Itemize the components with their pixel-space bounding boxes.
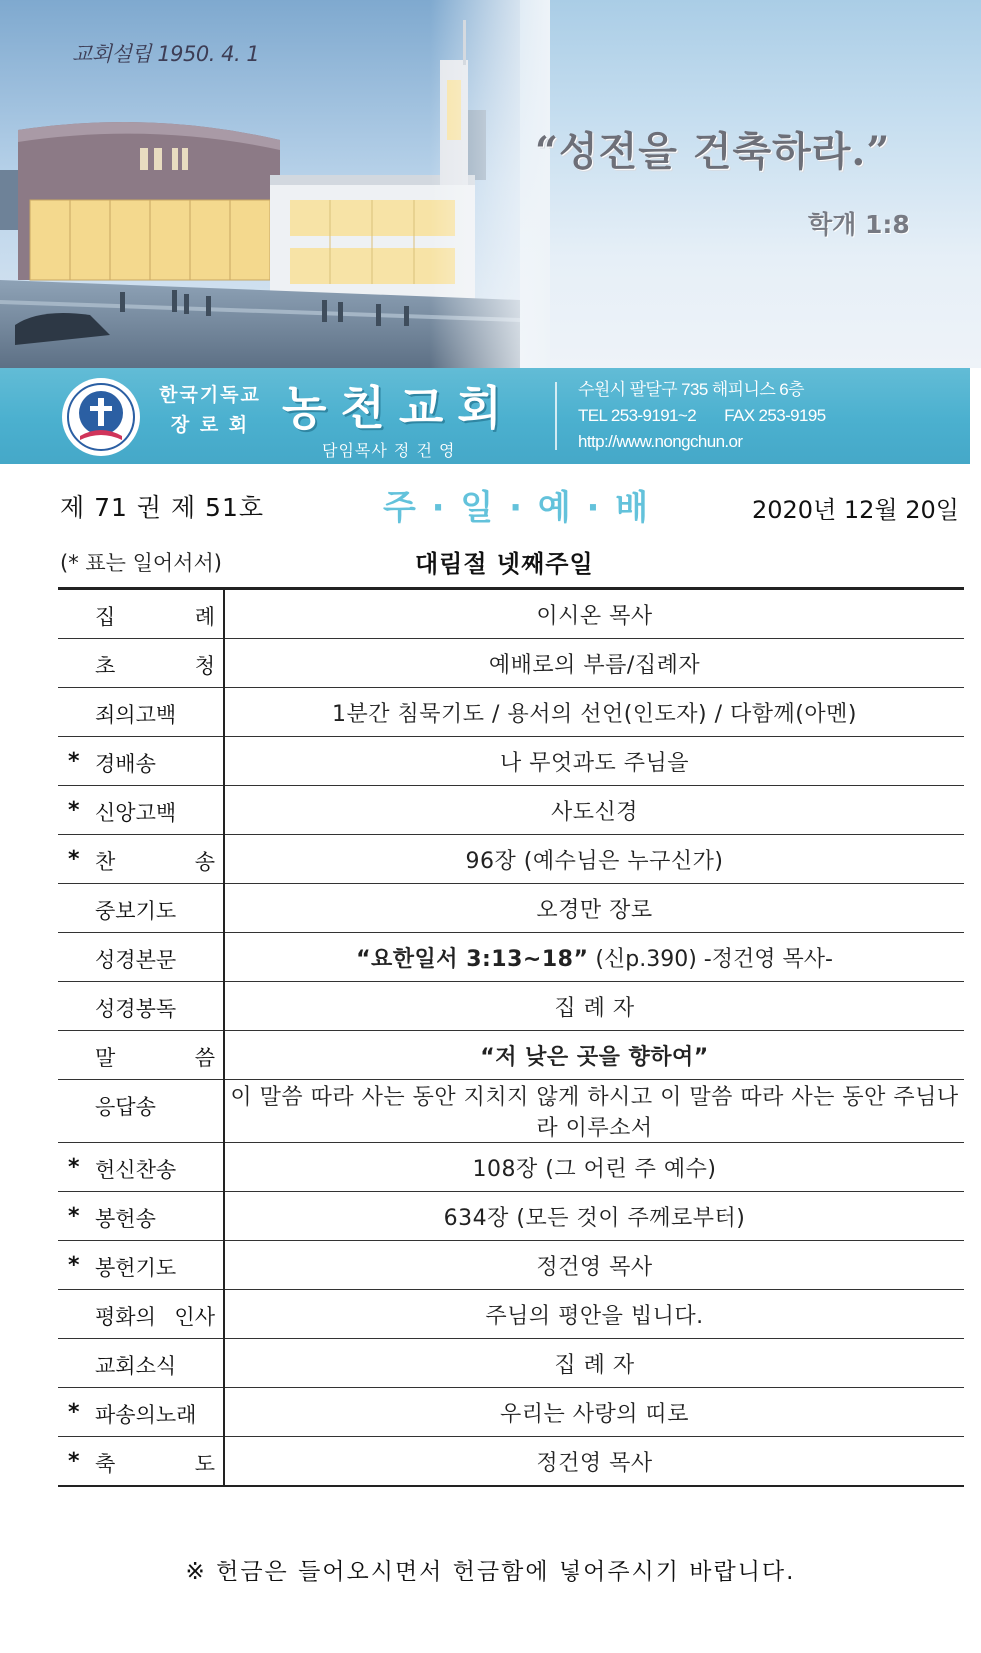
address: 수원시 팔달구 735 해피니스 6층 xyxy=(578,380,804,399)
order-item-label: 봉헌송 xyxy=(95,1207,156,1231)
order-item-value: 이시온 목사 xyxy=(536,603,653,629)
order-item-label: 파송의노래 xyxy=(95,1403,197,1427)
order-item-value: 집 례 자 xyxy=(554,995,635,1021)
table-row xyxy=(58,982,964,1031)
order-value-cell xyxy=(224,639,964,688)
order-item-value: 정건영 목사 xyxy=(536,1450,653,1476)
church-seal-icon xyxy=(60,376,142,458)
order-label-cell xyxy=(58,786,224,835)
order-value-cell xyxy=(224,1437,964,1487)
standing-marker: * xyxy=(68,1155,80,1180)
order-item-label: 평화의 인사 xyxy=(95,1305,215,1329)
offering-notice: ※ 헌금은 들어오시면서 헌금함에 넣어주시기 바랍니다. xyxy=(185,1559,796,1585)
order-value-cell xyxy=(224,1080,964,1143)
scripture-reference: 학개 1:8 xyxy=(808,210,910,239)
order-item-value: 예배로의 부름/집례자 xyxy=(488,652,701,678)
order-item-label: 신앙고백 xyxy=(95,801,177,825)
table-row xyxy=(58,1339,964,1388)
church-name: 농천교회 xyxy=(282,381,516,435)
order-value-cell xyxy=(224,1143,964,1192)
order-item-label: 말 씀 xyxy=(95,1046,215,1070)
order-value-cell xyxy=(224,589,964,639)
standing-note: (* 표는 일어서서) xyxy=(60,551,222,575)
order-value-cell xyxy=(224,1192,964,1241)
order-item-value: 96장 (예수님은 누구신가) xyxy=(465,848,724,874)
order-item-value: 이 말씀 따라 사는 동안 지치지 않게 하시고 이 말씀 따라 사는 동안 주님나라 이루소서 xyxy=(230,1085,959,1141)
order-label-cell xyxy=(58,1031,224,1080)
order-label-cell xyxy=(58,1241,224,1290)
order-item-label: 초 청 xyxy=(95,654,215,678)
table-row xyxy=(58,639,964,688)
order-label-cell xyxy=(58,688,224,737)
order-item-value: “요한일서 3:13~18” xyxy=(356,946,589,972)
order-item-label: 죄의고백 xyxy=(95,703,177,727)
service-title: 주 · 일 · 예 · 배 xyxy=(383,488,651,528)
table-row xyxy=(58,1031,964,1080)
order-label-cell xyxy=(58,1388,224,1437)
order-label-cell xyxy=(58,1290,224,1339)
senior-pastor: 담임목사 정 건 영 xyxy=(322,441,456,460)
table-row xyxy=(58,1437,964,1487)
standing-marker: * xyxy=(68,847,80,872)
standing-marker: * xyxy=(68,1400,80,1425)
order-item-label: 경배송 xyxy=(95,752,156,776)
order-label-cell xyxy=(58,1080,224,1143)
denomination-line-2: 장 로 회 xyxy=(170,414,250,436)
order-value-cell xyxy=(224,1031,964,1080)
order-value-cell xyxy=(224,1339,964,1388)
table-row xyxy=(58,884,964,933)
order-item-label: 성경본문 xyxy=(95,948,177,972)
order-value-cell xyxy=(224,884,964,933)
order-value-cell xyxy=(224,982,964,1031)
table-row xyxy=(58,1143,964,1192)
table-row xyxy=(58,1192,964,1241)
order-label-cell xyxy=(58,589,224,639)
table-row xyxy=(58,835,964,884)
order-item-value: 집 례 자 xyxy=(554,1352,635,1378)
denomination xyxy=(155,380,265,440)
order-item-value: 108장 (그 어린 주 예수) xyxy=(472,1156,717,1182)
order-label-cell xyxy=(58,1339,224,1388)
order-item-value: 나 무엇과도 주님을 xyxy=(499,750,689,776)
order-item-label: 집 례 xyxy=(95,605,215,629)
order-label-cell xyxy=(58,933,224,982)
table-row xyxy=(58,933,964,982)
standing-marker: * xyxy=(68,1204,80,1229)
order-value-cell xyxy=(224,835,964,884)
order-label-cell xyxy=(58,639,224,688)
header-hero xyxy=(0,0,981,368)
table-row xyxy=(58,786,964,835)
contact-info xyxy=(578,377,826,455)
order-item-label: 교회소식 xyxy=(95,1354,177,1378)
order-value-cell xyxy=(224,1388,964,1437)
order-value-cell xyxy=(224,786,964,835)
order-item-label: 헌신찬송 xyxy=(95,1158,177,1182)
order-item-value: 634장 (모든 것이 주께로부터) xyxy=(443,1205,746,1231)
order-item-value: 1분간 침묵기도 / 용서의 선언(인도자) / 다함께(아멘) xyxy=(332,701,857,727)
table-row xyxy=(58,589,964,639)
order-label-cell xyxy=(58,884,224,933)
order-item-label: 중보기도 xyxy=(95,899,177,923)
order-item-label: 성경봉독 xyxy=(95,997,177,1021)
table-row xyxy=(58,1080,964,1143)
table-row xyxy=(58,688,964,737)
standing-marker: * xyxy=(68,798,80,823)
order-of-worship-table xyxy=(58,587,964,1487)
order-label-cell xyxy=(58,737,224,786)
order-item-value: 사도신경 xyxy=(550,799,638,825)
volume-number: 제 71 권 제 51호 xyxy=(60,493,265,522)
church-banner xyxy=(0,368,970,464)
order-value-cell xyxy=(224,688,964,737)
order-label-cell xyxy=(58,835,224,884)
order-item-label: 응답송 xyxy=(95,1095,156,1119)
order-item-value: “저 낮은 곳을 향하여” xyxy=(480,1044,709,1070)
order-item-subvalue: (신p.390) -정건영 목사- xyxy=(588,946,833,972)
order-item-label: 축 도 xyxy=(95,1452,215,1476)
scripture-motto: “성전을 건축하라.” xyxy=(535,128,891,175)
standing-marker: * xyxy=(68,1449,80,1474)
table-row xyxy=(58,1290,964,1339)
order-value-cell xyxy=(224,1241,964,1290)
standing-marker: * xyxy=(68,1253,80,1278)
order-value-cell xyxy=(224,933,964,982)
order-item-label: 봉헌기도 xyxy=(95,1256,177,1280)
order-item-value: 주님의 평안을 빕니다. xyxy=(485,1303,704,1329)
order-item-label: 찬 송 xyxy=(95,850,215,874)
order-item-value: 정건영 목사 xyxy=(536,1254,653,1280)
service-date: 2020년 12월 20일 xyxy=(752,496,959,524)
order-item-value: 우리는 사랑의 띠로 xyxy=(499,1401,689,1427)
order-label-cell xyxy=(58,1143,224,1192)
denomination-line-1: 한국기독교 xyxy=(159,384,261,406)
order-label-cell xyxy=(58,1437,224,1487)
established-date: 교회설립 1950. 4. 1 xyxy=(72,42,260,66)
fax: FAX 253-9195 xyxy=(724,406,826,425)
table-row xyxy=(58,737,964,786)
telephone: TEL 253-9191~2 xyxy=(578,406,697,425)
table-row xyxy=(58,1241,964,1290)
order-value-cell xyxy=(224,1290,964,1339)
order-value-cell xyxy=(224,737,964,786)
table-row xyxy=(58,1388,964,1437)
order-label-cell xyxy=(58,1192,224,1241)
website-link[interactable]: http://www.nongchun.or xyxy=(578,432,743,451)
phone-fax xyxy=(578,403,826,429)
liturgical-week: 대림절 넷째주일 xyxy=(415,550,594,578)
order-item-value: 오경만 장로 xyxy=(536,897,653,923)
standing-marker: * xyxy=(68,749,80,774)
banner-divider xyxy=(555,382,557,450)
order-label-cell xyxy=(58,982,224,1031)
